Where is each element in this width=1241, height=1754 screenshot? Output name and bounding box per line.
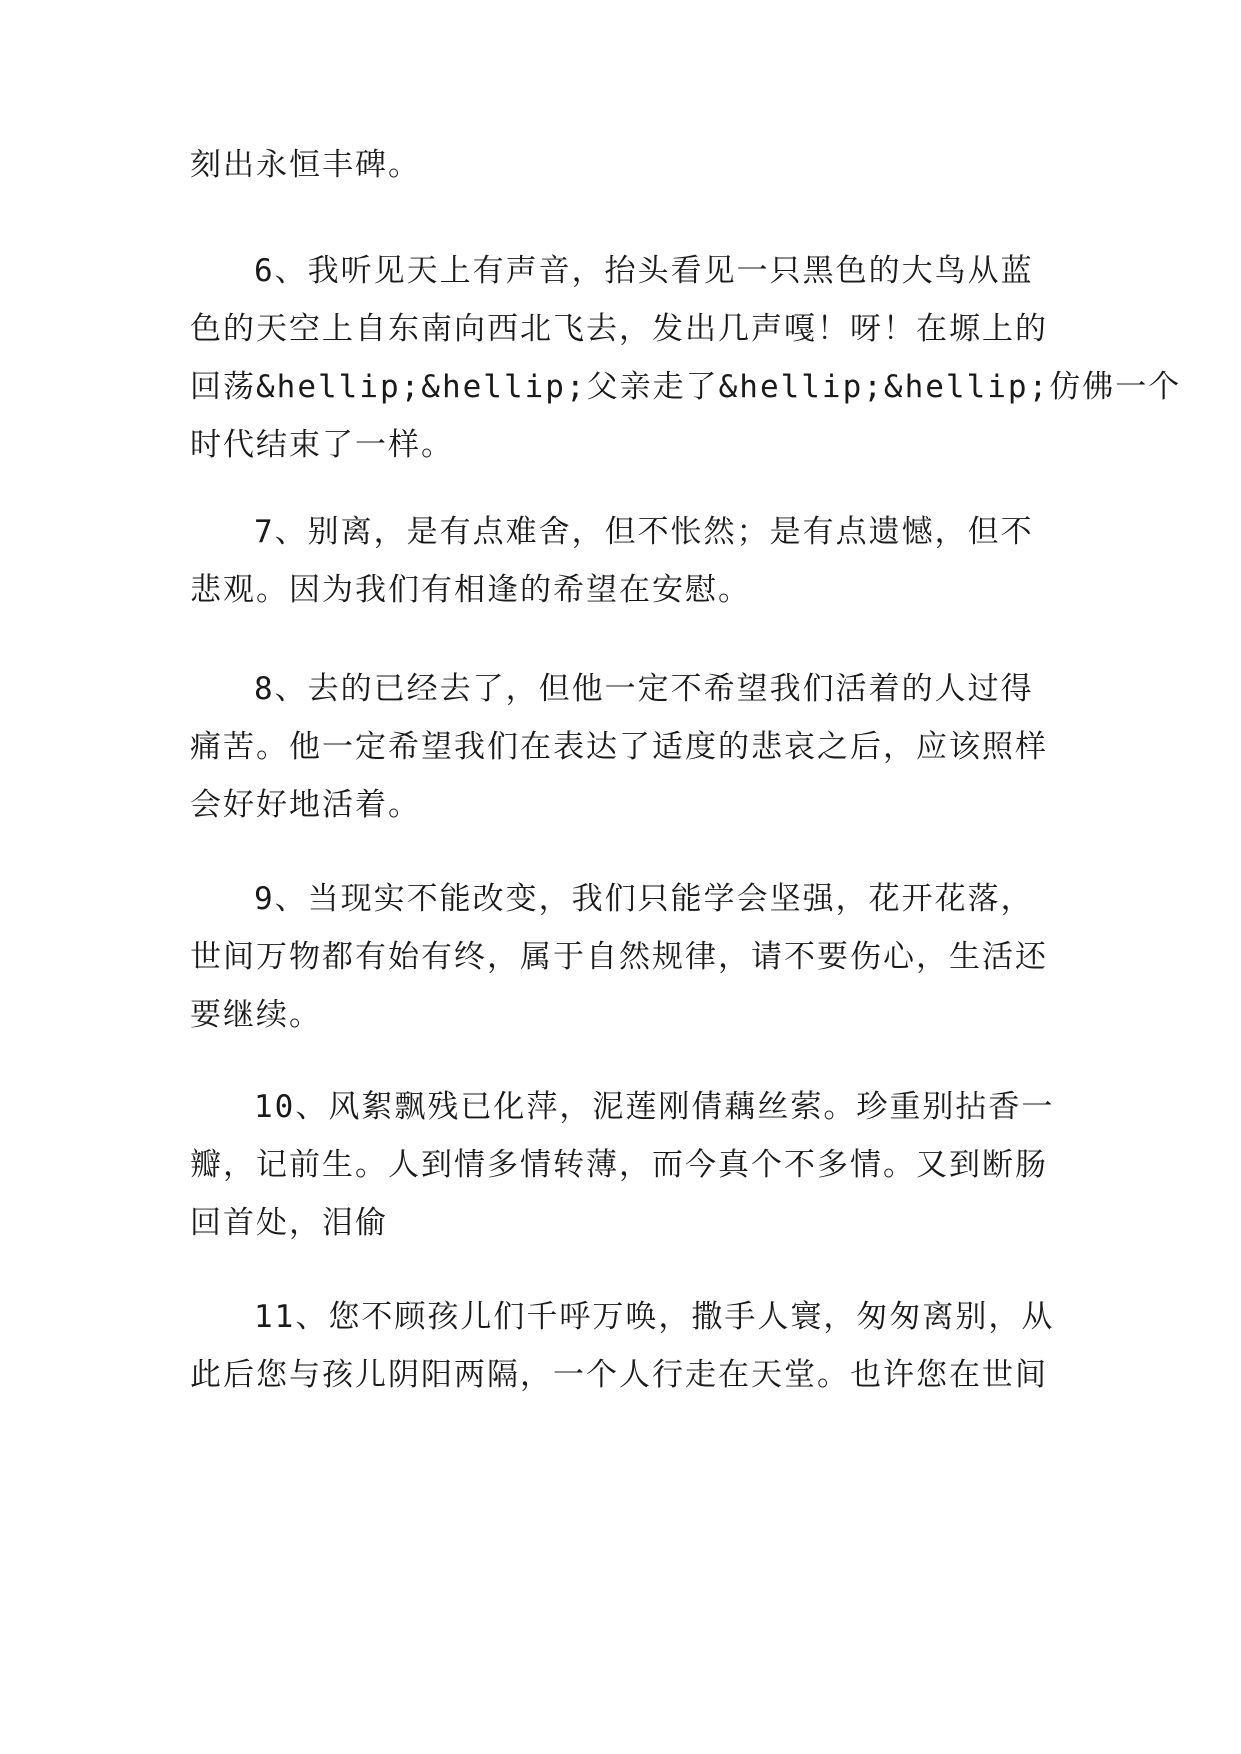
paragraph-line: 7、别离，是有点难舍，但不怅然；是有点遗憾，但不 xyxy=(254,514,1034,550)
paragraph-line: 世间万物都有始有终，属于自然规律，请不要伤心，生活还 xyxy=(190,939,1048,975)
paragraph-line: 悲观。因为我们有相逢的希望在安慰。 xyxy=(190,572,751,608)
paragraph-6 xyxy=(190,242,1182,474)
paragraph-line: 回荡&hellip;&hellip;父亲走了&hellip;&hellip;仿佛一个 xyxy=(190,369,1182,405)
paragraph-line: 色的天空上自东南向西北飞去，发出几声嘎！呀！在塬上的 xyxy=(190,311,1048,347)
paragraph-line: 时代结束了一样。 xyxy=(190,427,454,463)
paragraph-line: 回首处，泪偷 xyxy=(190,1205,388,1241)
paragraph-line: 11、您不顾孩儿们千呼万唤，撒手人寰，匆匆离别，从 xyxy=(254,1299,1055,1335)
paragraph-line: 6、我听见天上有声音，抬头看见一只黑色的大鸟从蓝 xyxy=(254,253,1034,289)
paragraph-line: 刻出永恒丰碑。 xyxy=(190,147,421,183)
paragraph-11 xyxy=(190,1288,1055,1404)
paragraph-7 xyxy=(190,503,1055,619)
paragraph-line: 痛苦。他一定希望我们在表达了适度的悲哀之后，应该照样 xyxy=(190,729,1048,765)
paragraph-line: 瓣，记前生。人到情多情转薄，而今真个不多情。又到断肠 xyxy=(190,1147,1048,1183)
paragraph-10 xyxy=(190,1078,1055,1252)
paragraph-line: 9、当现实不能改变，我们只能学会坚强，花开花落， xyxy=(254,881,1034,917)
paragraph-9 xyxy=(190,870,1055,1044)
paragraph-8 xyxy=(190,660,1055,834)
paragraph-line: 此后您与孩儿阴阳两隔，一个人行走在天堂。也许您在世间 xyxy=(190,1357,1048,1393)
paragraph-line: 10、风絮飘残已化萍，泥莲刚倩藕丝萦。珍重别拈香一 xyxy=(254,1089,1055,1125)
paragraph-5-tail xyxy=(190,136,1055,194)
paragraph-line: 8、去的已经去了，但他一定不希望我们活着的人过得 xyxy=(254,671,1034,707)
paragraph-line: 要继续。 xyxy=(190,997,322,1033)
paragraph-line: 会好好地活着。 xyxy=(190,787,421,823)
